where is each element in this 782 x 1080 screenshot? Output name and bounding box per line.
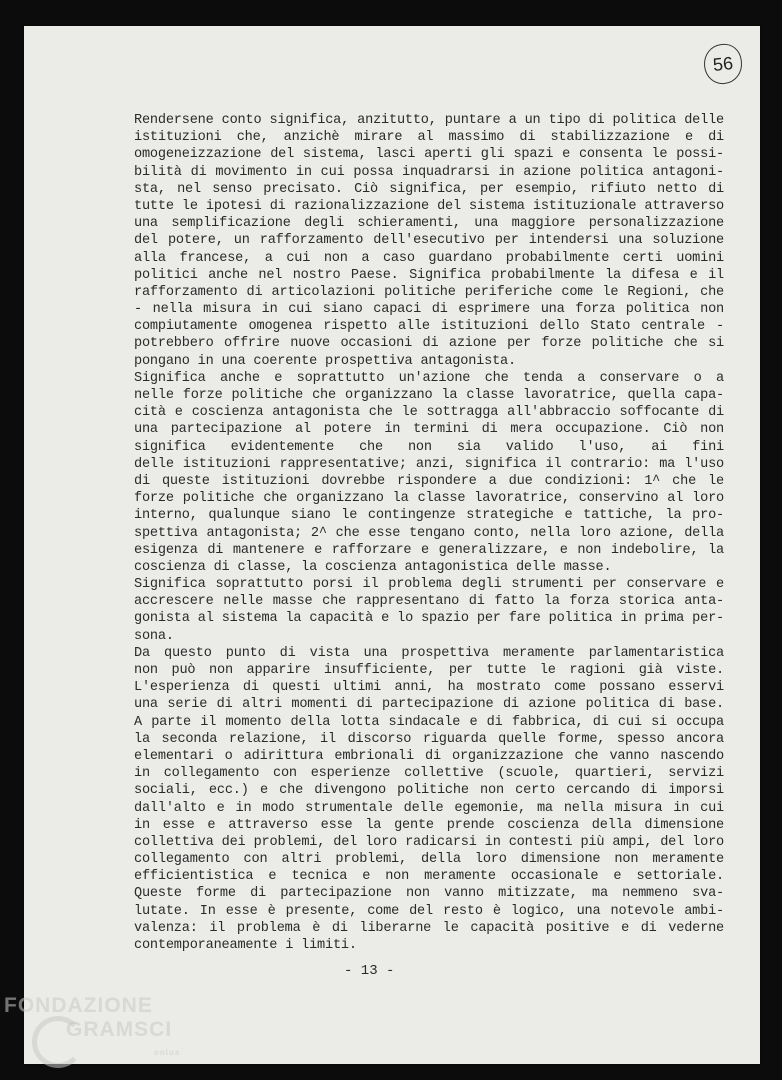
text-line: di queste istituzioni dovrebbe rispondere a due condizioni: 1^ che le [134, 473, 724, 489]
watermark-line2: GRAMSCI [66, 1018, 173, 1041]
text-line: sta, nel senso precisato. Ciò significa, per esempio, rifiuto netto di [134, 181, 724, 197]
text-line: istituzioni che, anzichè mirare al massimo di stabilizzazione e di [134, 130, 724, 146]
text-line: interno, qualunque siano le contingenze strategiche e tattiche, la pro- [134, 508, 724, 524]
watermark-line3: onlus [154, 1048, 181, 1057]
text-line: delle istituzioni rappresentative; anzi, significa il contrario: ma l'uso [134, 456, 724, 472]
text-line: Rendersene conto significa, anzitutto, puntare a un tipo di politica delle [134, 113, 724, 128]
text-line: nelle forze politiche che organizzano la classe lavoratrice, quella capa- [134, 388, 724, 403]
text-line: L'esperienza di questi ultimi anni, ha mostrato come possano esservi [134, 680, 724, 696]
text-line: esigenza di mantenere e rafforzare e generalizzare, e non indebolire, la [134, 542, 724, 558]
text-line: Significa soprattutto porsi il problema degli strumenti per conservare e [134, 577, 724, 593]
text-line: pongano in una coerente prospettiva antagonista. [134, 353, 516, 369]
text-line: in collegamento con esperienze collettive (scuole, quartieri, servizi [134, 766, 724, 782]
text-line: compiutamente omogenea rispetto alle istituzioni dello Stato centrale - [134, 319, 724, 335]
text-line: non può non apparire insufficiente, per tutte le ragioni già viste. [134, 663, 724, 678]
text-line: collettiva dei problemi, del loro radicarsi in contesti più ampi, del loro [134, 834, 724, 850]
text-line: lutate. In esse è presente, come del resto è logico, una notevole ambi- [134, 903, 724, 919]
text-line: tutte le ipotesi di razionalizzazione del sistema istituzionale attraverso [134, 198, 724, 214]
text-line: omogeneizzazione del sistema, lasci aperti gli spazi e consenta le possi- [134, 147, 724, 163]
text-line: coscienza di classe, la coscienza antagonistica delle masse. [134, 559, 612, 575]
footer-page-number: - 13 - [344, 963, 395, 979]
text-line: A parte il momento della lotta sindacale e di fabbrica, di cui si occupa [134, 714, 724, 730]
watermark-line1: FONDAZIONE [4, 994, 153, 1017]
text-line: Queste forme di partecipazione non vanno mitizzate, ma nemmeno sva- [134, 886, 724, 902]
text-line: in esse e attraverso esse la gente prende coscienza della dimensione [134, 817, 724, 833]
text-line: contemporaneamente i limiti. [134, 938, 357, 953]
text-line: del potere, un rafforzamento dell'esecutivo per intendersi una soluzione [134, 233, 724, 249]
text-line: - nella misura in cui siano capaci di esprimere una forza politica non [134, 302, 724, 318]
text-line: la seconda relazione, il discorso riguarda quelle forme, spesso ancora [134, 731, 724, 747]
text-line: sociali, ecc.) e che divengono politiche non certo cercando di imporsi [134, 783, 724, 799]
text-line: una partecipazione al potere in termini di mera occupazione. Ciò non [134, 422, 724, 438]
document-page [24, 26, 760, 1064]
text-line: gonista al sistema la capacità e lo spazio per fare politica in prima per- [134, 611, 724, 627]
text-line: alla francese, a cui non a caso guardano probabilmente certi uomini [134, 250, 724, 266]
text-line: Significa anche e soprattutto un'azione che tenda a conservare o a [134, 370, 724, 386]
text-line: sona. [134, 628, 174, 644]
fondazione-gramsci-watermark [4, 994, 194, 1074]
text-line: collegamento con altri problemi, della loro dimensione non meramente [134, 852, 724, 868]
text-line: cità e coscienza antagonista che le sottragga all'abbraccio soffocante di [134, 405, 724, 421]
text-line: politici anche nel nostro Paese. Significa probabilmente la difesa e il [134, 267, 724, 283]
text-line: spettiva antagonista; 2^ che esse tengano conto, nella loro azione, della [134, 525, 724, 541]
text-line: forze politiche che organizzano la classe lavoratrice, conservino al loro [134, 491, 724, 507]
text-line: dall'alto e in modo strumentale delle egemonie, ma nella misura in cui [134, 800, 724, 816]
text-line: accrescere nelle masse che rappresentano di fatto la forza storica anta- [134, 594, 724, 610]
text-line: una serie di altri momenti di partecipazione di azione politica di base. [134, 697, 724, 713]
text-line: bilità di movimento in cui possa inquadrarsi in azione politica antagoni- [134, 164, 724, 180]
circled-page-number: 56 [702, 42, 744, 86]
text-line: elementari o adirittura embrionali di organizzazione che vanno nascendo [134, 748, 724, 764]
text-line: significa evidentemente che non sia valido l'uso, ai fini [134, 439, 724, 455]
text-line: valenza: il problema è di liberarne le capacità positive e di vederne [134, 920, 724, 936]
text-line: una semplificazione degli schieramenti, una maggiore personalizzazione [134, 216, 724, 232]
text-line: efficientistica e tecnica e non meramente occasionale e settoriale. [134, 869, 724, 885]
text-line: rafforzamento di articolazioni politiche periferiche come le Regioni, che [134, 284, 724, 300]
body-text [134, 112, 724, 954]
text-line: Da questo punto di vista una prospettiva meramente parlamentaristica [134, 645, 724, 661]
text-line: potrebbero offrire nuove occasioni di azione per forze politiche che si [134, 336, 724, 352]
